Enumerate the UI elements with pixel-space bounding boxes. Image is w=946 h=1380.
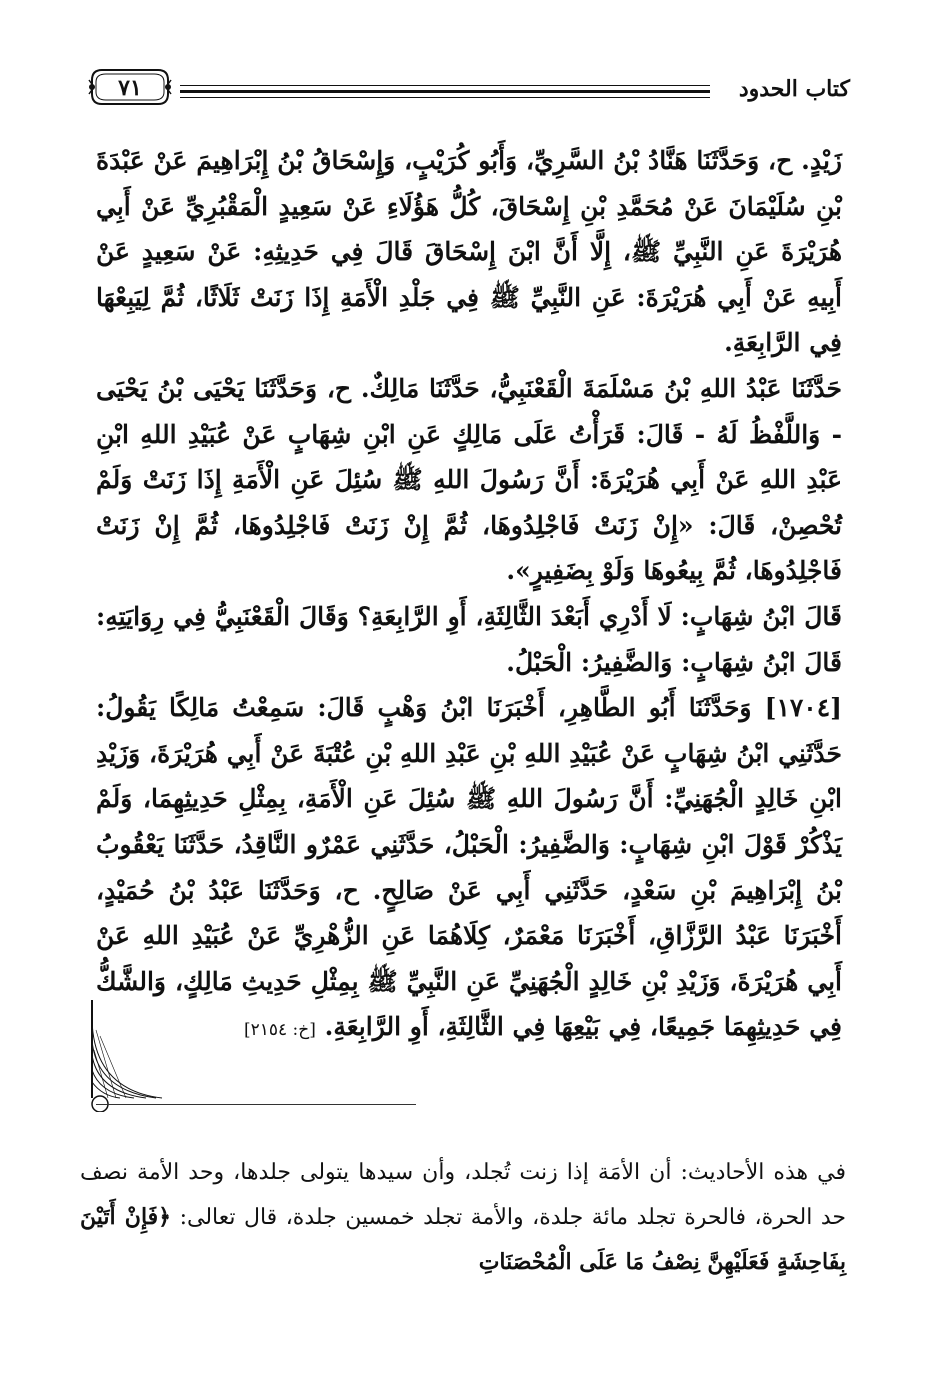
header-rule xyxy=(180,90,710,93)
running-title: كتاب الحدود xyxy=(738,76,850,102)
header-rule xyxy=(180,97,710,98)
commentary-text: في هذه الأحاديث: أن الأمَة إذا زنت تُجلد، وأن سيدها يتولى جلدها، وحد الأمة نصف حد الحرة، فالحرة تجلد مائة جلدة، والأمة تجلد خمسين جلدة، قال تعالى: xyxy=(80,1160,846,1230)
hadith-paragraph: حَدَّثَنَا عَبْدُ اللهِ بْنُ مَسْلَمَةَ الْقَعْنَبِيُّ، حَدَّثَنَا مَالِكٌ. ح، وَحَدَّثَنَا يَحْيَى بْنُ يَحْيَى - وَاللَّفْظُ لَهُ - قَالَ: قَرَأْتُ عَلَى مَالِكٍ عَنِ ابْنِ شِهَابٍ عَنْ عُبَيْدِ اللهِ ابْنِ عَبْدِ اللهِ عَنْ أَبِي هُرَيْرَةَ: أَنَّ رَسُولَ اللهِ ﷺ سُئِلَ عَنِ الْأَمَةِ إِذَا زَنَتْ وَلَمْ تُحْصِنْ، قَالَ: «إِنْ زَنَتْ فَاجْلِدُوهَا، ثُمَّ إِنْ زَنَتْ فَاجْلِدُوهَا، ثُمَّ إِنْ زَنَتْ فَاجْلِدُوهَا، ثُمَّ بِيعُوهَا وَلَوْ بِضَفِيرٍ». xyxy=(96,373,842,586)
hadith-paragraph-text: [١٧٠٤] وَحَدَّثَنَا أَبُو الطَّاهِرِ، أَخْبَرَنَا ابْنُ وَهْبٍ قَالَ: سَمِعْتُ مَالِكًا يَقُولُ: حَدَّثَنِي ابْنُ شِهَابٍ عَنْ عُبَيْدِ اللهِ بْنِ عَبْدِ اللهِ بْنِ عُتْبَةَ عَنْ أَبِي هُرَيْرَةَ، وَزَيْدِ ابْنِ خَالِدٍ الْجُهَنِيِّ: أَنَّ رَسُولَ اللهِ ﷺ سُئِلَ عَنِ الْأَمَةِ، بِمِثْلِ حَدِيثِهِمَا، وَلَمْ يَذْكُرْ قَوْلَ ابْنِ شِهَابٍ: وَالضَّفِيرُ: الْحَبْلُ، حَدَّثَنِي عَمْرٌو النَّاقِدُ، حَدَّثَنَا يَعْقُوبُ بْنُ إِبْرَاهِيمَ بْنِ سَعْدٍ، حَدَّثَنِي أَبِي عَنْ صَالِحٍ. ح، وَحَدَّثَنَا عَبْدُ بْنُ حُمَيْدٍ، أَخْبَرَنَا عَبْدُ الرَّزَّاقِ، أَخْبَرَنَا مَعْمَرٌ، كِلَاهُمَا عَنِ الزُّهْرِيِّ عَنْ عُبَيْدِ اللهِ عَنْ أَبِي هُرَيْرَةَ، وَزَيْدِ بْنِ خَالِدٍ الْجُهَنِيِّ عَنِ النَّبِيِّ ﷺ بِمِثْلِ حَدِيثِ مَالِكٍ، وَالشَّكُّ فِي حَدِيثِهِمَا جَمِيعًا، فِي بَيْعِهَا فِي الثَّالِثَةِ، أَوِ الرَّابِعَةِ. xyxy=(96,693,842,1042)
reference-mark: [خ: ٢١٥٤] xyxy=(243,1020,316,1041)
quran-verse: ﴿فَإِنْ أَتَيْنَ بِفَاحِشَةٍ فَعَلَيْهِنَّ نِصْفُ مَا عَلَى الْمُحْصَنَاتِ xyxy=(80,1204,846,1275)
hadith-paragraph xyxy=(96,685,842,1054)
page-number-frame xyxy=(88,66,172,108)
header-rule xyxy=(180,85,710,86)
hadith-paragraph: زَيْدٍ. ح، وَحَدَّثَنَا هَنَّادُ بْنُ السَّرِيِّ، وَأَبُو كُرَيْبٍ، وَإِسْحَاقُ بْنُ إِبْرَاهِيمَ عَنْ عَبْدَةَ بْنِ سُلَيْمَانَ عَنْ مُحَمَّدِ بْنِ إِسْحَاقَ، كُلُّ هَؤُلَاءِ عَنْ سَعِيدٍ الْمَقْبُرِيِّ عَنْ أَبِي هُرَيْرَةَ عَنِ النَّبِيِّ ﷺ، إِلَّا أَنَّ ابْنَ إِسْحَاقَ قَالَ فِي حَدِيثِهِ: عَنْ سَعِيدٍ عَنْ أَبِيهِ عَنْ أَبِي هُرَيْرَةَ: عَنِ النَّبِيِّ ﷺ فِي جَلْدِ الْأَمَةِ إِذَا زَنَتْ ثَلَاثًا، ثُمَّ لِيَبِعْهَا فِي الرَّابِعَةِ. xyxy=(96,146,842,358)
commentary xyxy=(80,1150,846,1285)
hadith-paragraph: قَالَ ابْنُ شِهَابٍ: لَا أَدْرِي أَبَعْدَ الثَّالِثَةِ، أَوِ الرَّابِعَةِ؟ وَقَالَ الْقَعْنَبِيُّ فِي رِوَايَتِهِ: قَالَ ابْنُ شِهَابٍ: وَالضَّفِيرُ: الْحَبْلُ. xyxy=(96,601,842,677)
page-number: ٧١ xyxy=(118,75,142,101)
corner-ornament-icon xyxy=(86,1000,166,1112)
footer-rule xyxy=(96,1104,416,1105)
hadith-text xyxy=(96,138,842,1054)
page-header xyxy=(80,62,850,118)
